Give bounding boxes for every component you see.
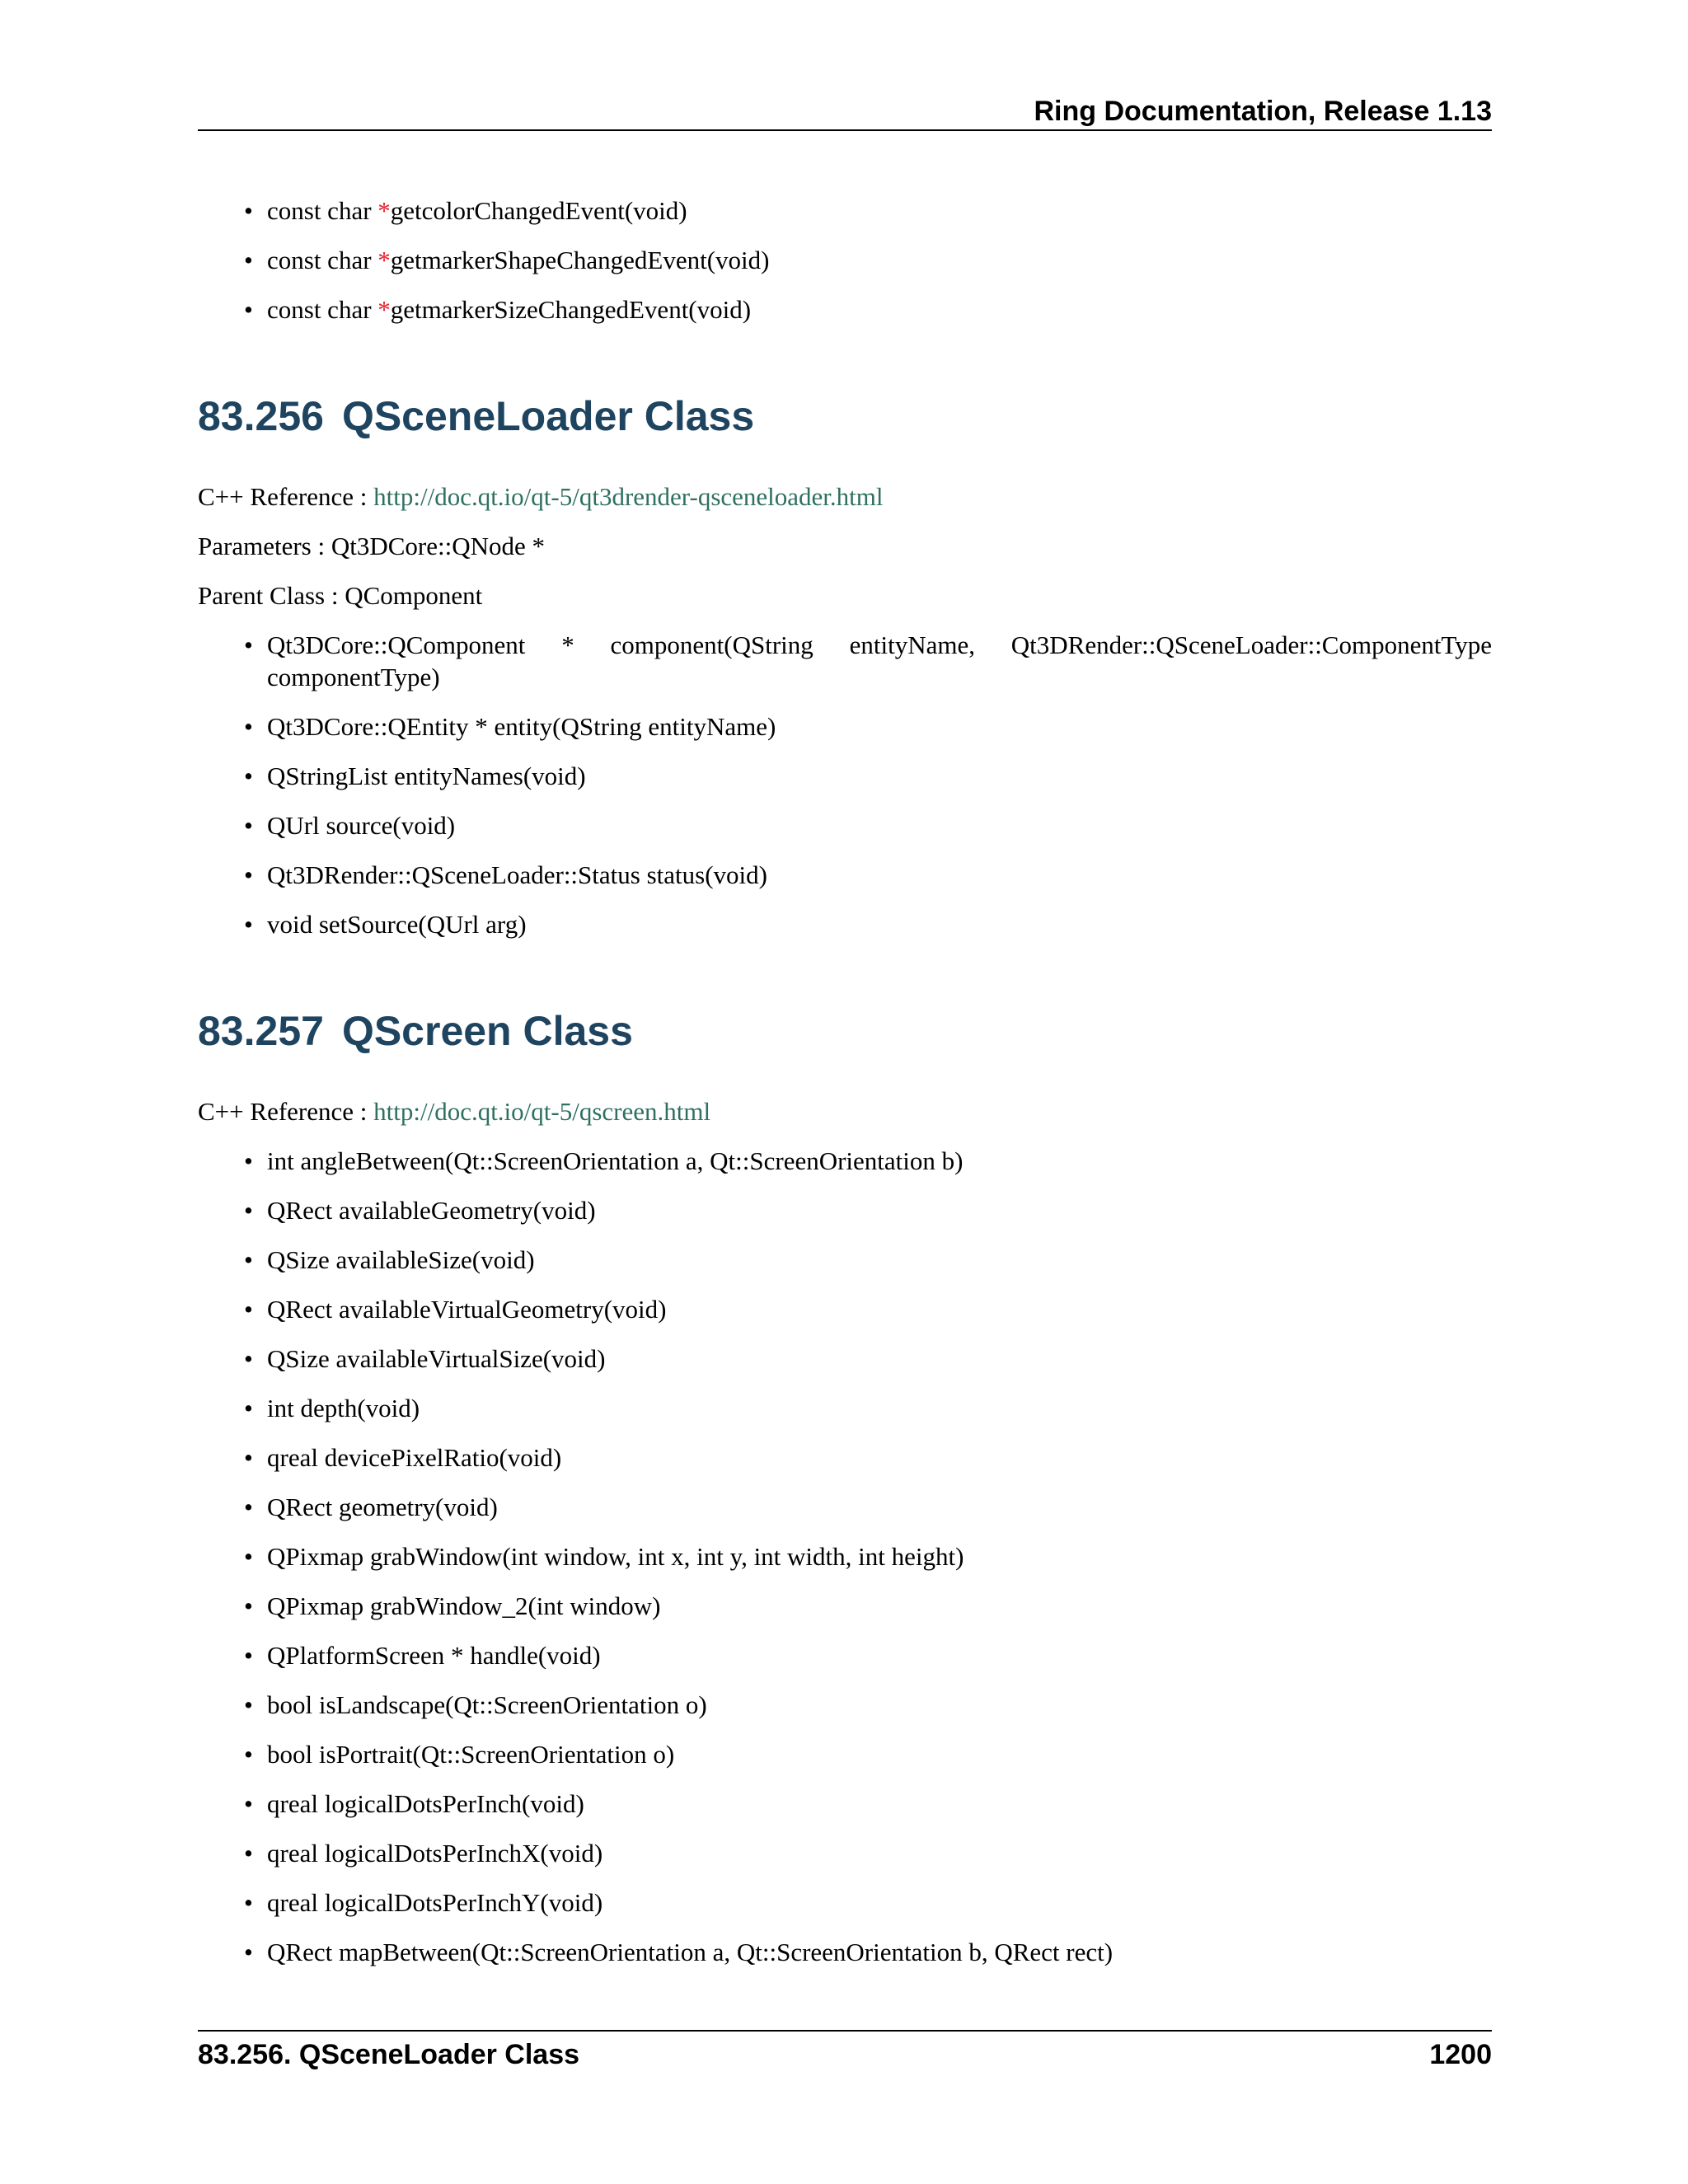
reference-link[interactable]: http://doc.qt.io/qt-5/qt3drender-qsceneloader.html bbox=[373, 482, 884, 511]
list-item: • Qt3DRender::QSceneLoader::Status status(void) bbox=[244, 860, 767, 889]
bullet-icon: • bbox=[244, 1888, 253, 1917]
bullet-icon: • bbox=[244, 1443, 253, 1472]
list-item: • int angleBetween(Qt::ScreenOrientation a, Qt::ScreenOrientation b) bbox=[244, 1146, 964, 1175]
list-item: • const char *getmarkerSizeChangedEvent(void) bbox=[244, 295, 752, 324]
section-heading-qsceneloader: 83.256 QSceneLoader Class bbox=[198, 393, 755, 439]
bullet-icon: • bbox=[244, 1245, 253, 1274]
list-item: • QUrl source(void) bbox=[244, 811, 456, 840]
list-item: • QRect geometry(void) bbox=[244, 1493, 498, 1521]
bullet-icon: • bbox=[244, 712, 253, 741]
footer-rule bbox=[198, 2030, 1492, 2032]
list-item: • Qt3DCore::QComponent * component(QString entityName, Qt3DRender::QSceneLoader::ComponentType componentType) bbox=[244, 630, 1492, 691]
cpp-reference: C++ Reference : http://doc.qt.io/qt-5/qt3drender-qsceneloader.html bbox=[198, 482, 884, 511]
list-item: • QPixmap grabWindow(int window, int x, int y, int width, int height) bbox=[244, 1542, 964, 1571]
bullet-icon: • bbox=[244, 1542, 253, 1571]
bullet-icon: • bbox=[244, 1591, 253, 1620]
page-footer bbox=[198, 2036, 1492, 2074]
list-item: • Qt3DCore::QEntity * entity(QString entityName) bbox=[244, 712, 776, 741]
bullet-icon: • bbox=[244, 1938, 253, 1966]
bullet-icon: • bbox=[244, 762, 253, 790]
list-item: • QRect availableGeometry(void) bbox=[244, 1196, 596, 1225]
bullet-icon: • bbox=[244, 860, 253, 889]
list-item: • qreal logicalDotsPerInchY(void) bbox=[244, 1888, 603, 1917]
list-item: • QStringList entityNames(void) bbox=[244, 762, 586, 790]
bullet-icon: • bbox=[244, 1789, 253, 1818]
list-item: • qreal devicePixelRatio(void) bbox=[244, 1443, 562, 1472]
list-item: • void setSource(QUrl arg) bbox=[244, 910, 527, 939]
reference-link[interactable]: http://doc.qt.io/qt-5/qscreen.html bbox=[373, 1097, 711, 1126]
bullet-icon: • bbox=[244, 910, 253, 939]
running-header: Ring Documentation, Release 1.13 bbox=[1034, 96, 1492, 127]
list-item: • int depth(void) bbox=[244, 1394, 420, 1422]
list-item: • qreal logicalDotsPerInchX(void) bbox=[244, 1839, 603, 1868]
list-item: • QSize availableSize(void) bbox=[244, 1245, 535, 1274]
page-number: 1200 bbox=[1429, 2039, 1492, 2070]
method-list-qscreen bbox=[198, 1145, 1492, 1968]
list-item: • QSize availableVirtualSize(void) bbox=[244, 1344, 606, 1373]
bullet-icon: • bbox=[244, 1295, 253, 1324]
footer-section-title: 83.256. QSceneLoader Class bbox=[198, 2039, 580, 2070]
list-item: • QPixmap grabWindow_2(int window) bbox=[244, 1591, 661, 1620]
page-content bbox=[198, 194, 1492, 1985]
method-list-qsceneloader bbox=[198, 629, 1492, 940]
parameters-text: Parameters : Qt3DCore::QNode * bbox=[198, 532, 545, 560]
list-item: • QRect availableVirtualGeometry(void) bbox=[244, 1295, 667, 1324]
bullet-icon: • bbox=[244, 246, 253, 274]
bullet-icon: • bbox=[244, 630, 253, 659]
bullet-icon: • bbox=[244, 1641, 253, 1670]
list-item: • qreal logicalDotsPerInch(void) bbox=[244, 1789, 584, 1818]
bullet-icon: • bbox=[244, 1493, 253, 1521]
list-item: • bool isLandscape(Qt::ScreenOrientation o) bbox=[244, 1690, 707, 1719]
list-item: • bool isPortrait(Qt::ScreenOrientation o) bbox=[244, 1740, 675, 1769]
header-rule bbox=[198, 129, 1492, 131]
intro-list bbox=[198, 194, 1492, 326]
list-item: • const char *getmarkerShapeChangedEvent(void) bbox=[244, 246, 770, 274]
bullet-icon: • bbox=[244, 1146, 253, 1175]
list-item: • const char *getcolorChangedEvent(void) bbox=[244, 196, 687, 225]
bullet-icon: • bbox=[244, 1839, 253, 1868]
parent-class-text: Parent Class : QComponent bbox=[198, 581, 483, 610]
cpp-reference: C++ Reference : http://doc.qt.io/qt-5/qscreen.html bbox=[198, 1097, 711, 1126]
bullet-icon: • bbox=[244, 1344, 253, 1373]
bullet-icon: • bbox=[244, 295, 253, 324]
bullet-icon: • bbox=[244, 1690, 253, 1719]
section-heading-qscreen: 83.257 QScreen Class bbox=[198, 1008, 633, 1054]
list-item: • QPlatformScreen * handle(void) bbox=[244, 1641, 601, 1670]
bullet-icon: • bbox=[244, 1394, 253, 1422]
list-item: • QRect mapBetween(Qt::ScreenOrientation a, Qt::ScreenOrientation b, QRect rect) bbox=[244, 1938, 1114, 1966]
bullet-icon: • bbox=[244, 811, 253, 840]
bullet-icon: • bbox=[244, 196, 253, 225]
bullet-icon: • bbox=[244, 1196, 253, 1225]
bullet-icon: • bbox=[244, 1740, 253, 1769]
